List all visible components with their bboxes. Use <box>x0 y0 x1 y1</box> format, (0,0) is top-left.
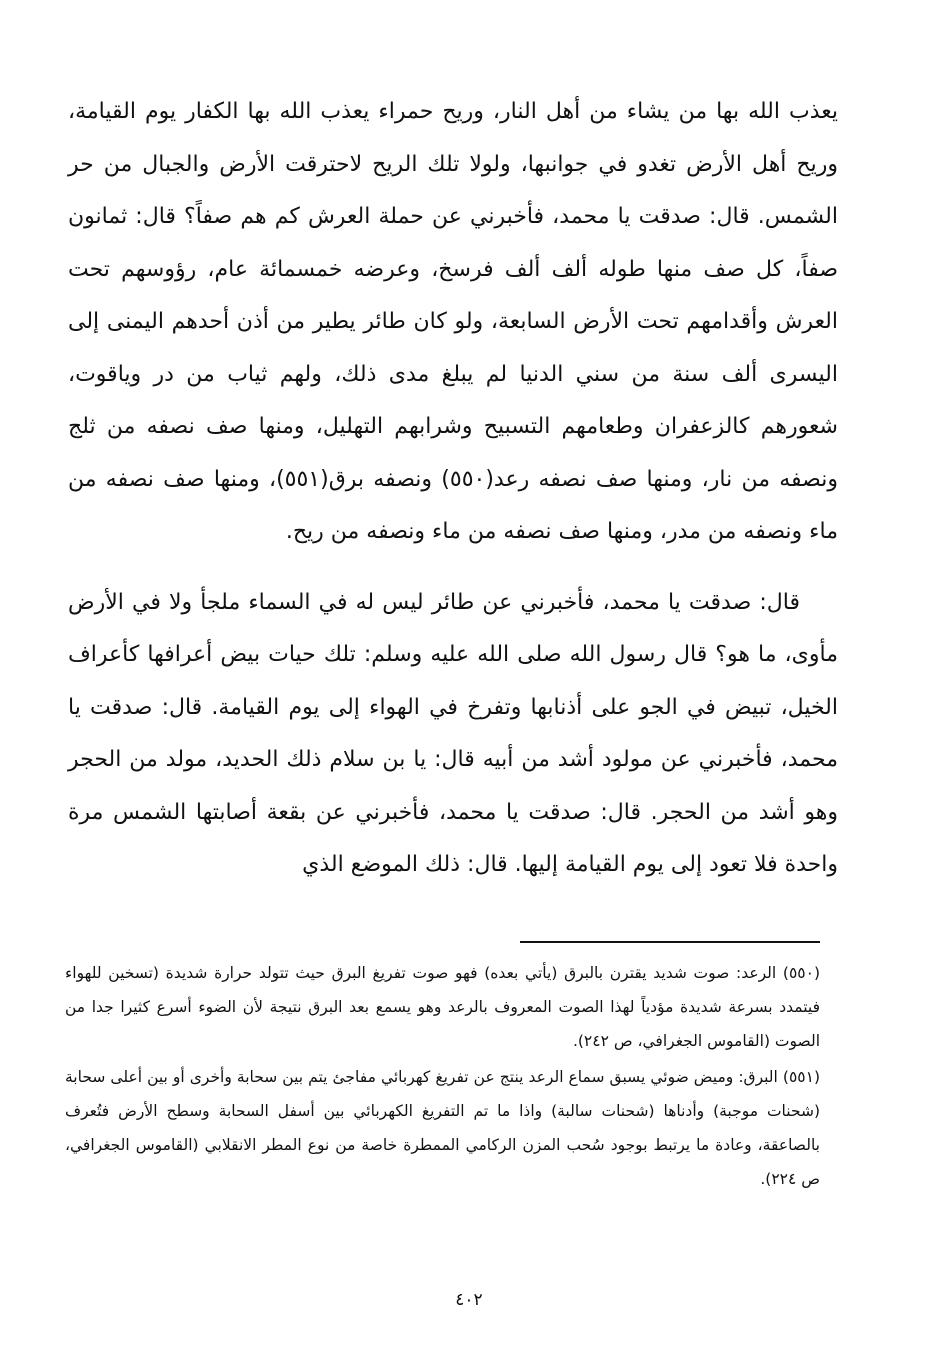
footnote-550: (٥٥٠) الرعد: صوت شديد يقترن بالبرق (يأتي بعده) فهو صوت تفريغ البرق حيث تتولد حرارة شديدة (تسخين للهواء فيتمدد بسرعة شديدة مؤدياً لهذا الصوت المعروف بالرعد وهو يسمع بعد البرق نتيجة لأن الضوء أسرع كثيرا جدا من الصوت (القاموس الجغرافي، ص ٢٤٢). <box>65 964 820 1050</box>
footnote-551: (٥٥١) البرق: وميض ضوئي يسبق سماع الرعد ينتج عن تفريغ كهربائي مفاجئ يتم بين سحابة وأخرى أو بين أعلى سحابة (شحنات موجبة) وأدناها (شحنات سالبة) واذا ما تم التفريغ الكهربائي بين أسفل السحابة وسطح الأرض فتُعرف بالصاعقة، وعادة ما يرتبط بوجود سُحب المزن الركامي الممطرة خاصة من نوع المطر الانقلابي (القاموس الجغرافي، ص ٢٢٤). <box>65 1068 820 1188</box>
footnotes <box>65 956 820 1196</box>
page-number: ٤٠٢ <box>455 1290 483 1310</box>
paragraph-2: قال: صدقت يا محمد، فأخبرني عن طائر ليس له في السماء ملجأ ولا في الأرض مأوى، ما هو؟ قال رسول الله صلى الله عليه وسلم: تلك حيات بيض أعرافها كأعراف الخيل، تبيض في الجو على أذنابها وتفرخ في الهواء إلى يوم القيامة. قال: صدقت يا محمد، فأخبرني عن مولود أشد من أبيه قال: يا بن سلام ذلك الحديد، مولد من الحجر وهو أشد من الحجر. قال: صدقت يا محمد، فأخبرني عن بقعة أصابتها الشمس مرة واحدة فلا تعود إلى يوم القيامة إليها. قال: ذلك الموضع الذي <box>68 589 838 877</box>
main-text <box>68 86 838 892</box>
paragraph-1: يعذب الله بها من يشاء من أهل النار، وريح حمراء يعذب الله بها الكفار يوم القيامة، وريح أهل الأرض تغدو في جوانبها، ولولا تلك الريح لاحترقت الأرض والجبال من حر الشمس. قال: صدقت يا محمد، فأخبرني عن حملة العرش كم هم صفاً؟ قال: ثمانون صفاً، كل صف منها طوله ألف ألف فرسخ، وعرضه خمسمائة عام، رؤوسهم تحت العرش وأقدامهم تحت الأرض السابعة، ولو كان طائر يطير من أذن أحدهم اليمنى إلى اليسرى ألف سنة من سني الدنيا لم يبلغ مدى ذلك، ولهم ثياب من در وياقوت، شعورهم كالزعفران وطعامهم التسبيح وشرابهم التهليل، ومنها صف نصفه من ثلج ونصفه من نار، ومنها صف نصفه رعد(٥٥٠) ونصفه برق(٥٥١)، ومنها صف نصفه من ماء ونصفه من مدر، ومنها صف نصفه من ماء ونصفه من ريح. <box>68 99 838 544</box>
footnote-separator <box>520 941 820 943</box>
